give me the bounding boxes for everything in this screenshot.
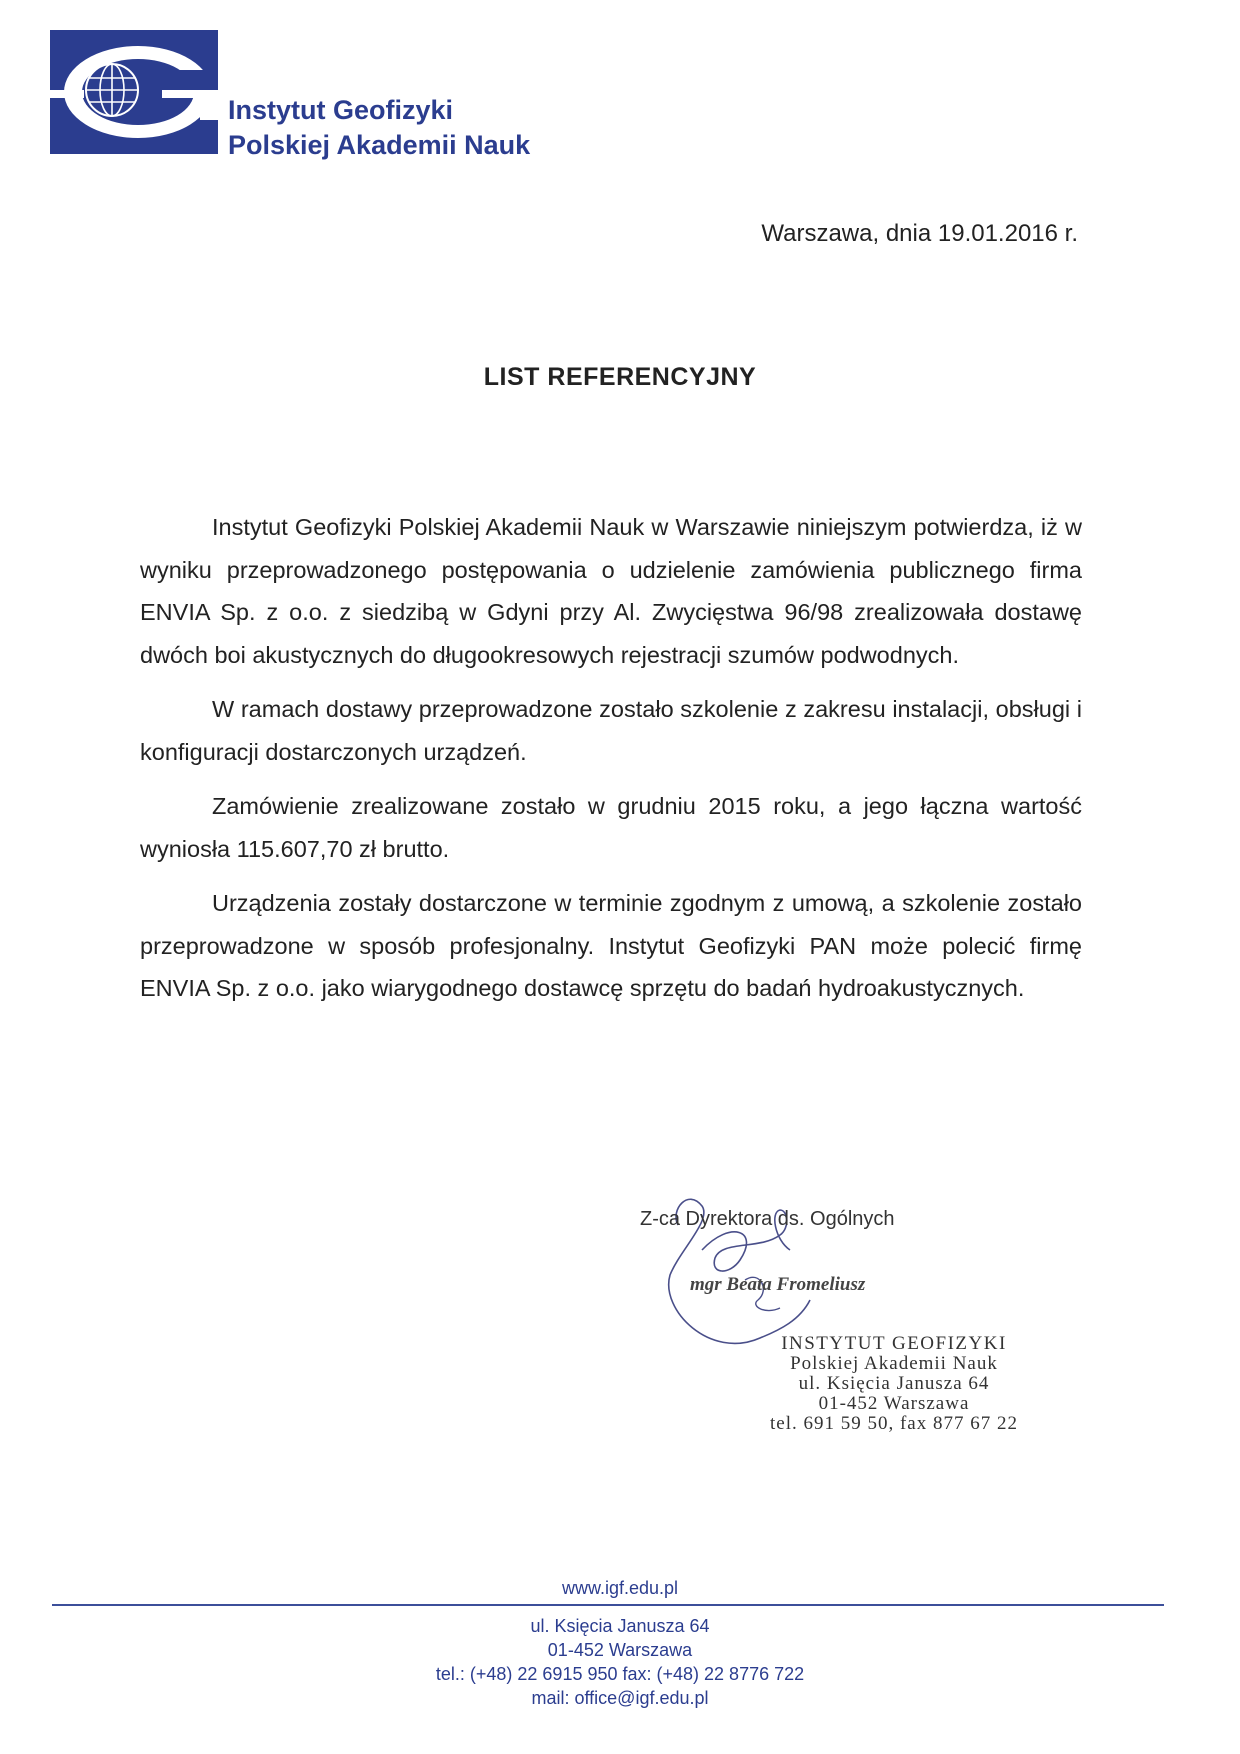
org-name-line2: Polskiej Akademii Nauk xyxy=(228,130,531,160)
footer-divider xyxy=(52,1604,1164,1606)
stamp-line: Polskiej Akademii Nauk xyxy=(790,1353,998,1374)
paragraph: Urządzenia zostały dostarczone w terminie zgodnym z umową, a szkolenie zostało przeprowadzone w sposób profesjonalny. Instytut Geofizyki PAN może polecić firmę ENVIA Sp. z o.o. jako wiarygodnego dostawcę sprzętu do badań hydroakustycznych. xyxy=(140,890,1082,1001)
letter-body xyxy=(140,506,1082,1022)
stamp-line: 01-452 Warszawa xyxy=(818,1393,970,1414)
organization-name xyxy=(228,93,530,163)
stamp-line: ul. Księcia Janusza 64 xyxy=(798,1373,990,1394)
handwritten-signature xyxy=(640,1180,860,1355)
footer-contact xyxy=(0,1614,1240,1710)
footer-address: ul. Księcia Janusza 64 xyxy=(530,1616,710,1636)
paragraph: Zamówienie zrealizowane zostało w grudniu 2015 roku, a jego łączna wartość wyniosła 115.607,70 zł brutto. xyxy=(140,793,1082,862)
org-name-line1: Instytut Geofizyki xyxy=(228,95,454,125)
footer-website: www.igf.edu.pl xyxy=(561,1578,679,1598)
signatory-role: Z-ca Dyrektora ds. Ogólnych xyxy=(640,1208,895,1230)
institution-stamp xyxy=(744,1334,1044,1434)
footer-phone: tel.: (+48) 22 6915 950 fax: (+48) 22 8776 722 xyxy=(435,1664,805,1684)
globe-logo-icon xyxy=(50,30,218,154)
letter-date: Warszawa, dnia 19.01.2016 r. xyxy=(761,220,1078,247)
signatory-name: mgr Beata Fromeliusz xyxy=(690,1274,866,1295)
footer-city: 01-452 Warszawa xyxy=(547,1640,693,1660)
stamp-line: INSTYTUT GEOFIZYKI xyxy=(781,1333,1007,1354)
paragraph: W ramach dostawy przeprowadzone zostało szkolenie z zakresu instalacji, obsługi i konfiguracji dostarczonych urządzeń. xyxy=(140,696,1082,765)
paragraph: Instytut Geofizyki Polskiej Akademii Nauk w Warszawie niniejszym potwierdza, iż w wyniku przeprowadzonego postępowania o udzielenie zamówienia publicznego firma ENVIA Sp. z o.o. z siedzibą w Gdyni przy Al. Zwycięstwa 96/98 zrealizowała dostawę dwóch boi akustycznych do długookresowych rejestracji szumów podwodnych. xyxy=(140,514,1082,668)
letter-title: LIST REFERENCYJNY xyxy=(483,363,757,391)
stamp-line: tel. 691 59 50, fax 877 67 22 xyxy=(769,1413,1018,1434)
footer-mail: mail: office@igf.edu.pl xyxy=(531,1688,709,1708)
